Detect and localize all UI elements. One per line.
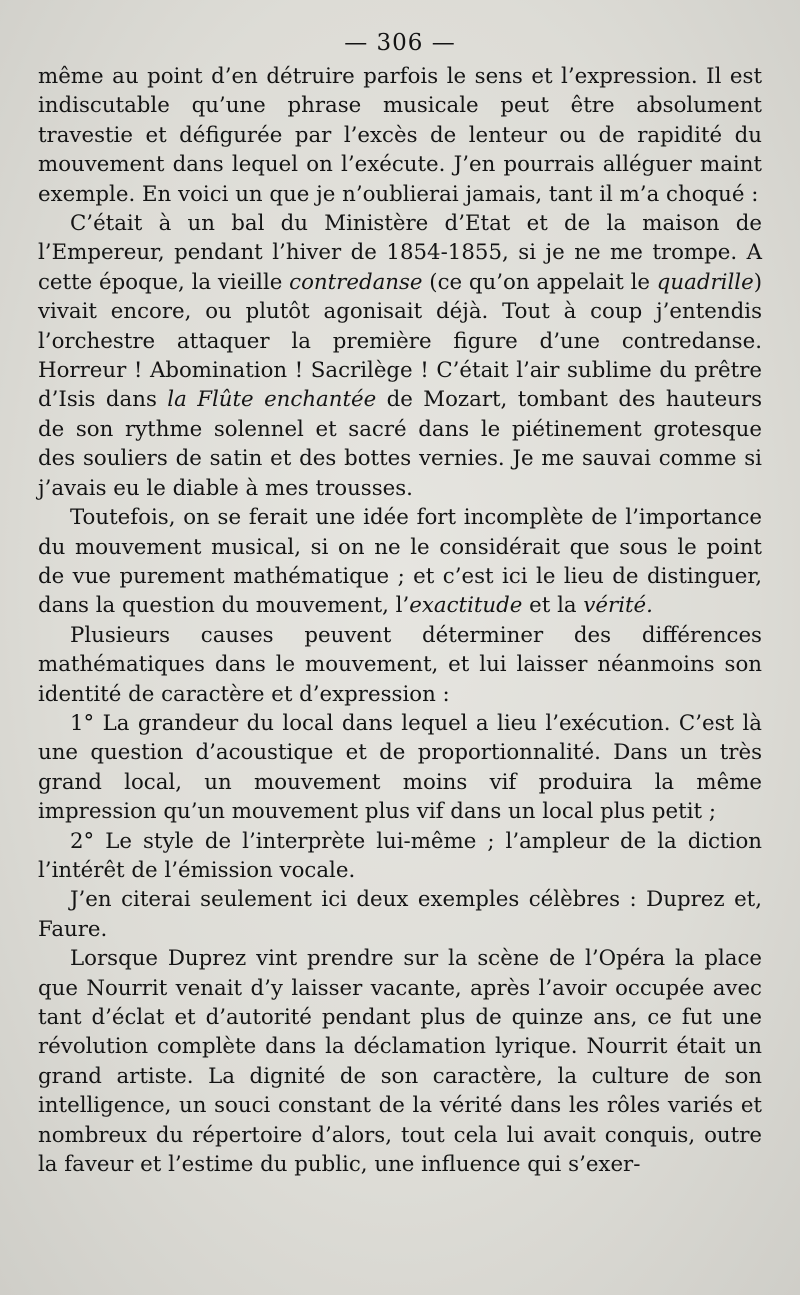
italic-text: quadrille [656, 269, 754, 295]
paragraph-3: Toutefois, on se ferait une idée fort incomplète de l’importance du mouvement musical, si on ne le considérait que sous le point de vue purement mathématique ; et c’est ici le lieu de distinguer, dans la question du mouvement, l’exactitude et la vérité. [38, 505, 762, 619]
italic-text: exactitude [409, 593, 523, 619]
italic-text: contredanse [289, 269, 423, 295]
paragraph-4: Plusieurs causes peuvent déterminer des différences mathématiques dans le mouvement, et lui laisser néanmoins son identité de caractère et d’expression : [38, 622, 762, 707]
paragraph-6: 2° Le style de l’interprète lui-même ; l’ampleur de la diction l’intérêt de l’émission vocale. [38, 828, 762, 883]
paragraph-7: J’en citerai seulement ici deux exemples célèbres : Duprez et, Faure. [38, 887, 762, 942]
paragraph-8: Lorsque Duprez vint prendre sur la scène de l’Opéra la place que Nourrit venait d’y laisser vacante, après l’avoir occupée avec tant d’éclat et d’autorité pendant plus de quinze ans, ce fut une révolution complète dans la déclamation lyrique. Nourrit était un grand artiste. La dignité de son caractère, la culture de son intelligence, un souci constant de la vérité dans les rôles variés et nombreux du répertoire d’alors, tout cela lui avait conquis, outre la faveur et l’estime du public, une influence qui s’exer- [38, 946, 762, 1178]
italic-text: vérité. [583, 593, 653, 619]
paragraph-1: même au point d’en détruire parfois le sens et l’expression. Il est indiscutable qu’une phrase musicale peut être absolument travestie et défigurée par l’excès de lenteur ou de rapidité du mouvement dans lequel on l’exécute. J’en pourrais alléguer maint exemple. En voici un que je n’oublierai jamais, tant il m’a choqué : [38, 64, 762, 207]
paragraph-5: 1° La grandeur du local dans lequel a lieu l’exécution. C’est là une question d’acoustique et de proportionnalité. Dans un très grand local, un mouvement moins vif produira la même impression qu’un mouvement plus vif dans un local plus petit ; [38, 710, 762, 825]
italic-text: la Flûte enchantée [167, 387, 377, 413]
page-number: — 306 — [344, 30, 456, 56]
paragraph-2: C’était à un bal du Ministère d’Etat et de la maison de l’Empereur, pendant l’hiver de 1854-1855, si je ne me trompe. A cette époque, la vieille contredanse (ce qu’on appelait le quadrille) vivait encore, ou plutôt agonisait déjà. Tout à coup j’entendis l’orchestre attaquer la première figure d’une contredanse. Horreur ! Abomination ! Sacrilège ! C’était l’air sublime du prêtre d’Isis dans la Flûte enchantée de Mozart, tombant des hauteurs de son rythme solennel et sacré dans le piétinement grotesque des souliers de satin et des bottes vernies. Je me sauvai comme si j’avais eu le diable à mes trousses. [38, 211, 763, 501]
